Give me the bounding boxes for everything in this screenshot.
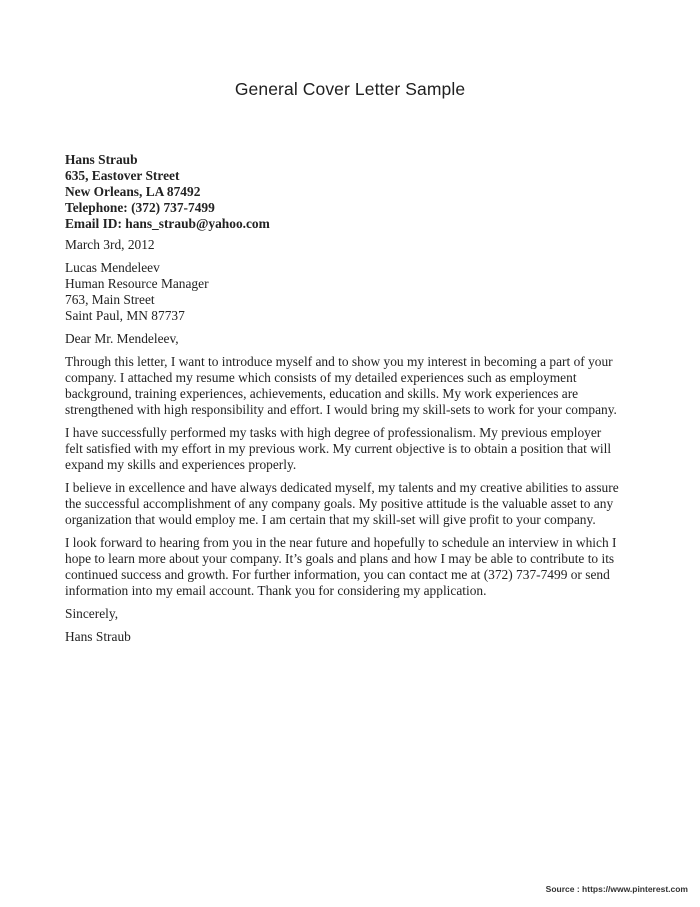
sender-city: New Orleans, LA 87492 bbox=[65, 184, 201, 199]
signature-name: Hans Straub bbox=[65, 629, 131, 644]
recipient-city: Saint Paul, MN 87737 bbox=[65, 308, 185, 323]
sender-telephone: Telephone: (372) 737-7499 bbox=[65, 200, 215, 215]
recipient-address-block bbox=[65, 260, 645, 324]
sender-email: Email ID: hans_straub@yahoo.com bbox=[65, 216, 270, 231]
paragraph-line: continued success and growth. For further information, you can contact me at (372) 737-7499 or send bbox=[65, 567, 610, 582]
paragraph-closing bbox=[65, 535, 645, 599]
paragraph-line: hope to learn more about your company. It’s goals and plans and how I may be able to contribute to its bbox=[65, 551, 615, 566]
paragraph-values bbox=[65, 480, 645, 528]
source-caption: Source : https://www.pinterest.com bbox=[545, 884, 688, 894]
recipient-street: 763, Main Street bbox=[65, 292, 155, 307]
recipient-name: Lucas Mendeleev bbox=[65, 260, 160, 275]
paragraph-line: I look forward to hearing from you in the near future and hopefully to schedule an interview in which I bbox=[65, 535, 617, 550]
paragraph-experience bbox=[65, 425, 645, 473]
letter-body bbox=[65, 152, 645, 645]
sender-street: 635, Eastover Street bbox=[65, 168, 180, 183]
paragraph-line: strengthened with high responsibility and effort. I would bring my skill-sets to work for your company. bbox=[65, 402, 617, 417]
paragraph-line: the successful accomplishment of any company goals. My positive attitude is the valuable asset to any bbox=[65, 496, 614, 511]
complimentary-close: Sincerely, bbox=[65, 606, 119, 621]
paragraph-line: expand my skills and experiences properly. bbox=[65, 457, 297, 472]
paragraph-introduction bbox=[65, 354, 645, 418]
paragraph-line: background, training experiences, achievements, education and skills. My work experiences are bbox=[65, 386, 579, 401]
sender-name: Hans Straub bbox=[65, 152, 138, 167]
salutation: Dear Mr. Mendeleev, bbox=[65, 331, 179, 346]
letter-date: March 3rd, 2012 bbox=[65, 237, 155, 252]
paragraph-line: company. I attached my resume which consists of my detailed experiences such as employment bbox=[65, 370, 577, 385]
paragraph-line: information into my email account. Thank you for considering my application. bbox=[65, 583, 487, 598]
sender-address-block bbox=[65, 152, 645, 232]
paragraph-line: Through this letter, I want to introduce myself and to show you my interest in becoming a part of your bbox=[65, 354, 613, 369]
paragraph-line: I have successfully performed my tasks with high degree of professionalism. My previous employer bbox=[65, 425, 602, 440]
recipient-title: Human Resource Manager bbox=[65, 276, 209, 291]
paragraph-line: felt satisfied with my effort in my previous work. My current objective is to obtain a position that will bbox=[65, 441, 612, 456]
paragraph-line: organization that would employ me. I am certain that my skill-set will give profit to your company. bbox=[65, 512, 596, 527]
paragraph-line: I believe in excellence and have always dedicated myself, my talents and my creative abilities to assure bbox=[65, 480, 619, 495]
document-title: General Cover Letter Sample bbox=[234, 79, 466, 99]
